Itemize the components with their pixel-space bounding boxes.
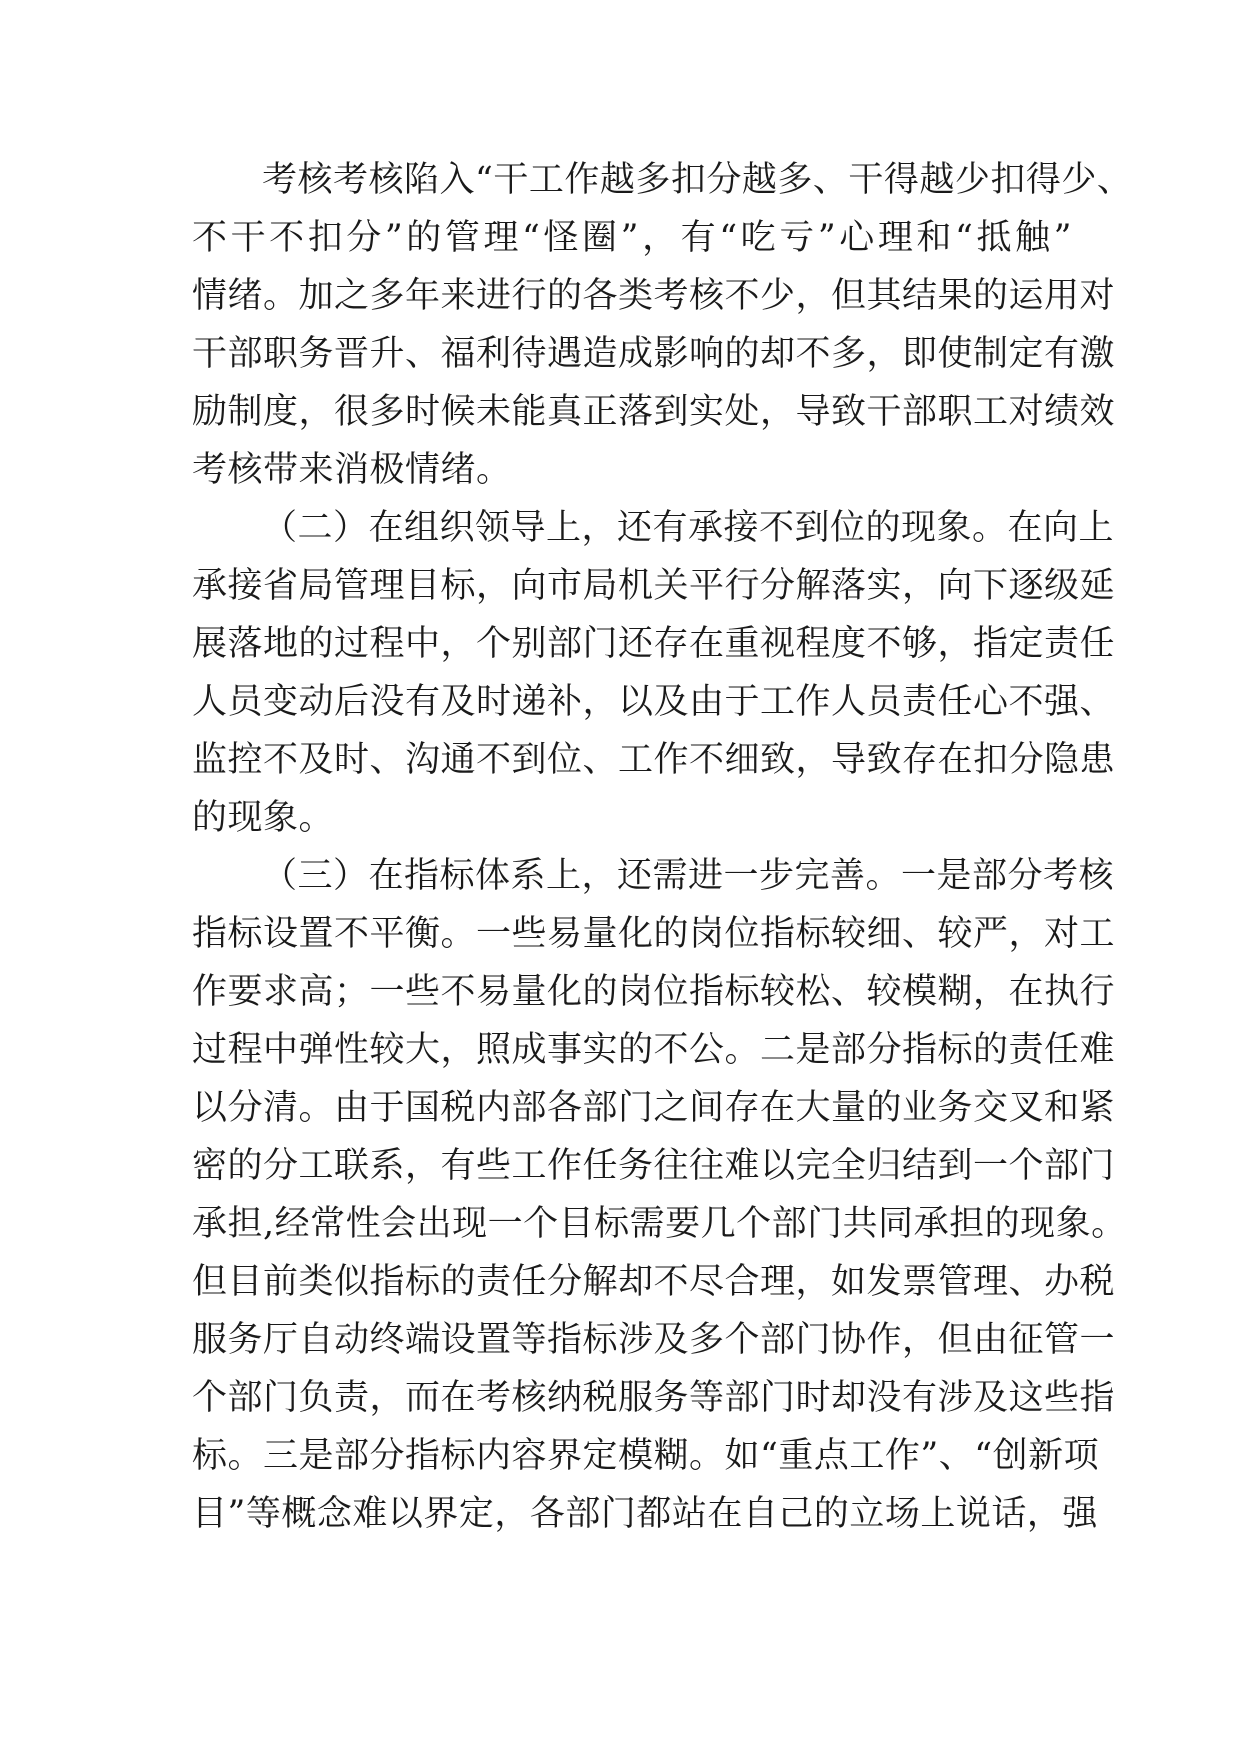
text-line: 标。三是部分指标内容界定模糊。如“重点工作”、“创新项: [192, 1436, 1100, 1476]
text-line: （二）在组织领导上，还有承接不到位的现象。在向上: [262, 508, 1115, 548]
text-line: （三）在指标体系上，还需进一步完善。一是部分考核: [262, 856, 1115, 896]
text-line: 个部门负责，而在考核纳税服务等部门时却没有涉及这些指: [192, 1378, 1116, 1418]
text-line: 承担,经常性会出现一个目标需要几个部门共同承担的现象。: [192, 1204, 1127, 1244]
text-line: 情绪。加之多年来进行的各类考核不少，但其结果的运用对: [192, 276, 1116, 316]
text-line: 人员变动后没有及时递补，以及由于工作人员责任心不强、: [192, 682, 1116, 722]
text-line: 目”等概念难以界定，各部门都站在自己的立场上说话，强: [192, 1494, 1098, 1534]
text-line: 以分清。由于国税内部各部门之间存在大量的业务交叉和紧: [192, 1088, 1116, 1128]
text-line: 但目前类似指标的责任分解却不尽合理，如发票管理、办税: [192, 1262, 1116, 1302]
text-line: 展落地的过程中，个别部门还存在重视程度不够，指定责任: [192, 624, 1116, 664]
text-line: 考核考核陷入“干工作越多扣分越多、干得越少扣得少、: [262, 160, 1133, 200]
text-line: 承接省局管理目标，向市局机关平行分解落实，向下逐级延: [192, 566, 1116, 606]
text-line: 密的分工联系，有些工作任务往往难以完全归结到一个部门: [192, 1146, 1116, 1186]
text-line: 过程中弹性较大，照成事实的不公。二是部分指标的责任难: [192, 1030, 1116, 1070]
text-line: 服务厅自动终端设置等指标涉及多个部门协作，但由征管一: [192, 1320, 1116, 1360]
text-line: 作要求高；一些不易量化的岗位指标较松、较模糊，在执行: [192, 972, 1116, 1012]
text-line: 考核带来消极情绪。: [192, 450, 512, 490]
text-line: 指标设置不平衡。一些易量化的岗位指标较细、较严，对工: [192, 914, 1116, 954]
text-line: 监控不及时、沟通不到位、工作不细致，导致存在扣分隐患: [192, 740, 1116, 780]
text-line: 干部职务晋升、福利待遇造成影响的却不多，即使制定有激: [192, 334, 1116, 374]
text-line: 励制度，很多时候未能真正落到实处，导致干部职工对绩效: [192, 392, 1116, 432]
text-line: 不干不扣分”的管理“怪圈”，有“吃亏”心理和“抵触”: [192, 218, 1072, 258]
text-line: 的现象。: [192, 798, 335, 838]
